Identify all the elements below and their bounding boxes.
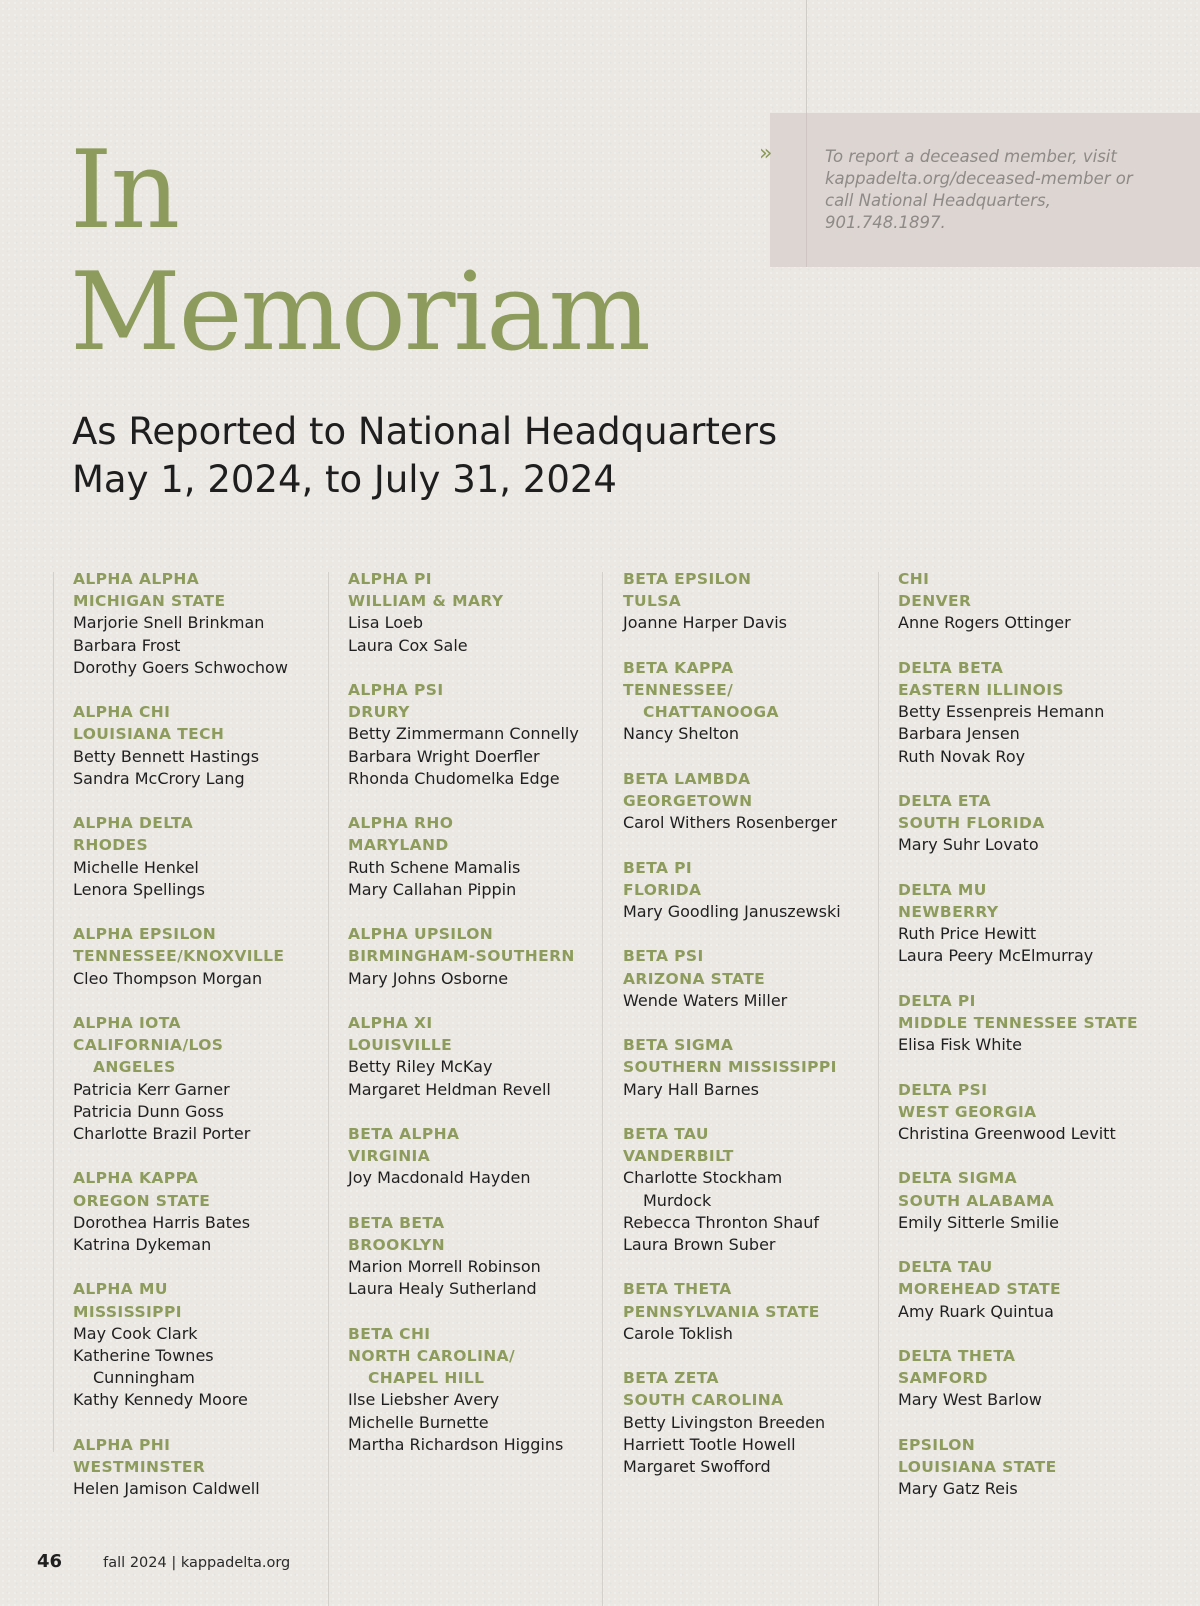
chapter-entry	[623, 657, 873, 746]
chapter-entry	[73, 701, 323, 790]
chapter-name: BETA BETA	[348, 1213, 445, 1232]
chapter-entry	[623, 1278, 873, 1345]
school-name: TULSA	[623, 592, 682, 611]
member-name: Ruth Price Hewitt	[898, 924, 1037, 944]
chapter-entry	[73, 812, 323, 901]
chapter-entry	[898, 1167, 1188, 1234]
column-divider	[53, 572, 54, 1452]
chapter-name: DELTA MU	[898, 880, 987, 899]
member-name: Betty Zimmermann Connelly	[348, 724, 579, 744]
member-name: Emily Sitterle Smilie	[898, 1212, 1060, 1232]
page-title	[70, 130, 649, 374]
member-name: Christina Greenwood Levitt	[898, 1124, 1116, 1143]
chapter-entry	[898, 1079, 1188, 1146]
chapter-name: EPSILON	[898, 1435, 976, 1454]
chapter-name: BETA PSI	[623, 947, 704, 966]
member-name: Lenora Spellings	[73, 879, 205, 899]
school-name: SOUTH FLORIDA	[898, 814, 1045, 833]
chapter-entry	[348, 1323, 598, 1456]
member-name: Betty Essenpreis Hemann	[898, 702, 1105, 722]
subtitle-line-2: May 1, 2024, to July 31, 2024	[72, 458, 617, 501]
school-name: DENVER	[898, 592, 972, 611]
page-number: 46	[37, 1551, 63, 1572]
chapter-name: BETA ZETA	[623, 1369, 719, 1388]
top-divider-line	[806, 0, 807, 120]
member-name: Martha Richardson Higgins	[348, 1434, 564, 1454]
member-name: Mary West Barlow	[898, 1390, 1042, 1410]
school-name: NORTH CAROLINA/	[348, 1347, 516, 1365]
chapter-name: DELTA THETA	[898, 1346, 1016, 1365]
school-name: OREGON STATE	[73, 1191, 211, 1210]
school-name: VIRGINIA	[348, 1147, 431, 1166]
chapter-name: BETA TAU	[623, 1124, 709, 1143]
member-name: Patricia Dunn Goss	[73, 1101, 224, 1121]
chapter-name: ALPHA UPSILON	[348, 925, 494, 944]
chapter-name: ALPHA MU	[73, 1280, 168, 1299]
school-name: GEORGETOWN	[623, 792, 753, 810]
member-name: Marion Morrell Robinson	[348, 1257, 541, 1277]
school-name: TENNESSEE/KNOXVILLE	[73, 947, 285, 966]
chapter-name: ALPHA PHI	[73, 1435, 171, 1454]
member-name: Amy Ruark Quintua	[898, 1301, 1054, 1321]
school-name: VANDERBILT	[623, 1147, 734, 1166]
school-name: DRURY	[348, 703, 410, 722]
member-name: Elisa Fisk White	[898, 1035, 1022, 1055]
memoriam-column-1	[73, 568, 323, 1523]
school-name: CHATTANOOGA	[643, 703, 779, 722]
memoriam-column-2	[348, 568, 598, 1478]
chapter-entry	[623, 1034, 873, 1101]
chapter-name: DELTA SIGMA	[898, 1169, 1018, 1188]
member-name: Betty Bennett Hastings	[73, 746, 260, 766]
chapter-entry	[898, 1434, 1188, 1501]
member-name: Lisa Loeb	[348, 613, 424, 633]
school-name: SOUTH CAROLINA	[623, 1391, 784, 1410]
chapter-entry	[73, 923, 323, 990]
school-name: PENNSYLVANIA STATE	[623, 1302, 820, 1321]
member-name: Dorothy Goers Schwochow	[73, 657, 288, 677]
chapter-name: BETA SIGMA	[623, 1036, 734, 1055]
member-name: Michelle Henkel	[73, 857, 199, 877]
page-subtitle	[72, 408, 777, 504]
chapter-name: ALPHA PI	[348, 570, 432, 588]
memoriam-column-3	[623, 568, 873, 1500]
callout-divider	[806, 113, 807, 267]
school-name: MISSISSIPPI	[73, 1302, 182, 1321]
chapter-name: DELTA PSI	[898, 1080, 988, 1099]
chapter-name: ALPHA ALPHA	[73, 570, 200, 588]
member-name: Mary Hall Barnes	[623, 1079, 759, 1099]
school-name: MICHIGAN STATE	[73, 592, 226, 611]
school-name: FLORIDA	[623, 880, 702, 899]
member-name: Laura Peery McElmurray	[898, 946, 1094, 966]
school-name: BIRMINGHAM-SOUTHERN	[348, 947, 575, 966]
member-name: Barbara Jensen	[898, 724, 1020, 744]
member-name: Patricia Kerr Garner	[73, 1079, 230, 1099]
member-name: Katherine Townes	[73, 1346, 214, 1366]
member-name: Laura Healy Sutherland	[348, 1279, 537, 1299]
chapter-entry	[623, 945, 873, 1012]
chapter-name: ALPHA IOTA	[73, 1014, 181, 1032]
member-name: May Cook Clark	[73, 1323, 198, 1343]
title-line-2: Memoriam	[70, 250, 649, 375]
chapter-name: ALPHA RHO	[348, 814, 454, 833]
chapter-name: ALPHA PSI	[348, 681, 444, 699]
chapter-entry	[348, 679, 598, 790]
subtitle-line-1: As Reported to National Headquarters	[72, 410, 778, 453]
member-name: Katrina Dykeman	[73, 1235, 212, 1255]
member-name: Dorothea Harris Bates	[73, 1212, 251, 1232]
member-name: Harriett Tootle Howell	[623, 1434, 796, 1454]
school-name: SAMFORD	[898, 1369, 988, 1388]
school-name: LOUISIANA TECH	[73, 725, 225, 744]
chapter-entry	[898, 568, 1188, 635]
column-divider	[328, 572, 329, 1606]
member-name: Margaret Heldman Revell	[348, 1079, 551, 1099]
member-name: Helen Jamison Caldwell	[73, 1479, 260, 1499]
member-name: Charlotte Brazil Porter	[73, 1124, 251, 1144]
chapter-name: BETA LAMBDA	[623, 769, 751, 788]
member-name: Mary Gatz Reis	[898, 1479, 1018, 1499]
school-name: MOREHEAD STATE	[898, 1280, 1062, 1299]
school-name: NEWBERRY	[898, 903, 999, 921]
school-name: CHAPEL HILL	[368, 1369, 485, 1388]
member-name: Rebecca Thronton Shauf	[623, 1212, 819, 1232]
school-name: LOUISIANA STATE	[898, 1457, 1057, 1476]
school-name: SOUTHERN MISSISSIPPI	[623, 1058, 837, 1077]
page-footer	[37, 1551, 290, 1572]
member-name: Anne Rogers Ottinger	[898, 613, 1071, 633]
chapter-entry	[623, 568, 873, 635]
member-name: Cunningham	[93, 1368, 195, 1388]
chapter-name: CHI	[898, 570, 930, 588]
member-name: Mary Suhr Lovato	[898, 835, 1039, 855]
chapter-name: ALPHA DELTA	[73, 814, 194, 833]
member-name: Ruth Novak Roy	[898, 746, 1026, 766]
issue-info: fall 2024 | kappadelta.org	[103, 1555, 291, 1571]
member-name: Betty Riley McKay	[348, 1057, 493, 1077]
chapter-entry	[623, 1123, 873, 1256]
report-callout	[759, 113, 1200, 267]
member-name: Carol Withers Rosenberger	[623, 813, 838, 833]
member-name: Michelle Burnette	[348, 1412, 489, 1432]
title-line-1: In	[70, 128, 179, 253]
school-name: WESTMINSTER	[73, 1458, 206, 1477]
member-name: Margaret Swofford	[623, 1457, 771, 1476]
chapter-name: ALPHA CHI	[73, 703, 171, 722]
school-name: WEST GEORGIA	[898, 1102, 1037, 1121]
member-name: Mary Johns Osborne	[348, 968, 509, 988]
school-name: RHODES	[73, 836, 149, 855]
chapter-name: ALPHA EPSILON	[73, 925, 217, 944]
member-name: Kathy Kennedy Moore	[73, 1390, 248, 1410]
chapter-entry	[73, 1434, 323, 1501]
chapter-entry	[898, 990, 1188, 1057]
school-name: MIDDLE TENNESSEE STATE	[898, 1014, 1138, 1032]
school-name: SOUTH ALABAMA	[898, 1191, 1055, 1210]
memoriam-column-4	[898, 568, 1188, 1523]
chapter-name: BETA EPSILON	[623, 570, 752, 588]
column-divider	[602, 572, 603, 1606]
chapter-name: DELTA PI	[898, 991, 976, 1010]
member-name: Mary Goodling Januszewski	[623, 902, 841, 921]
member-name: Ruth Schene Mamalis	[348, 857, 521, 877]
chapter-name: BETA ALPHA	[348, 1125, 460, 1143]
member-name: Joy Macdonald Hayden	[348, 1168, 531, 1188]
school-name: TENNESSEE/	[623, 681, 734, 699]
member-name: Barbara Frost	[73, 635, 181, 655]
chapter-entry	[73, 1278, 323, 1411]
member-name: Nancy Shelton	[623, 724, 740, 744]
member-name: Barbara Wright Doerfler	[348, 746, 540, 766]
school-name: CALIFORNIA/LOS	[73, 1036, 224, 1055]
chapter-entry	[623, 1367, 873, 1478]
chapter-entry	[348, 1012, 598, 1101]
chapter-name: BETA KAPPA	[623, 658, 734, 677]
member-name: Rhonda Chudomelka Edge	[348, 768, 560, 788]
double-chevron-icon: »	[759, 141, 773, 166]
member-name: Cleo Thompson Morgan	[73, 968, 263, 988]
chapter-name: DELTA TAU	[898, 1258, 993, 1277]
member-name: Laura Brown Suber	[623, 1235, 776, 1254]
chapter-name: ALPHA KAPPA	[73, 1169, 199, 1188]
member-name: Joanne Harper Davis	[623, 613, 787, 633]
chapter-name: ALPHA XI	[348, 1014, 433, 1032]
school-name: WILLIAM & MARY	[348, 592, 504, 611]
chapter-entry	[898, 1256, 1188, 1323]
chapter-entry	[623, 857, 873, 924]
member-name: Ilse Liebsher Avery	[348, 1390, 500, 1410]
school-name: EASTERN ILLINOIS	[898, 681, 1064, 699]
member-name: Betty Livingston Breeden	[623, 1412, 826, 1432]
member-name: Charlotte Stockham	[623, 1168, 783, 1188]
chapter-name: BETA THETA	[623, 1280, 732, 1299]
chapter-entry	[73, 568, 323, 679]
member-name: Laura Cox Sale	[348, 635, 468, 655]
chapter-entry	[348, 923, 598, 990]
school-name: ANGELES	[93, 1058, 176, 1077]
chapter-entry	[348, 1212, 598, 1301]
column-divider	[878, 572, 879, 1606]
chapter-entry	[898, 879, 1188, 968]
chapter-entry	[898, 1345, 1188, 1412]
chapter-entry	[73, 1167, 323, 1256]
chapter-name: BETA PI	[623, 858, 693, 877]
callout-text: To report a deceased member, visit kappadelta.org/deceased-member or call National Headquarters, 901.748.1897.	[825, 147, 1133, 232]
member-name: Sandra McCrory Lang	[73, 768, 245, 788]
chapter-name: BETA CHI	[348, 1324, 431, 1343]
chapter-entry	[348, 568, 598, 657]
chapter-name: DELTA BETA	[898, 658, 1004, 677]
member-name: Murdock	[643, 1190, 712, 1210]
school-name: LOUISVILLE	[348, 1036, 453, 1055]
chapter-entry	[898, 790, 1188, 857]
school-name: ARIZONA STATE	[623, 969, 766, 988]
chapter-entry	[73, 1012, 323, 1145]
school-name: BROOKLYN	[348, 1236, 445, 1254]
school-name: MARYLAND	[348, 836, 449, 855]
chapter-name: DELTA ETA	[898, 792, 992, 810]
member-name: Carole Toklish	[623, 1323, 733, 1343]
chapter-entry	[348, 812, 598, 901]
chapter-entry	[898, 657, 1188, 768]
member-name: Wende Waters Miller	[623, 990, 788, 1010]
chapter-entry	[348, 1123, 598, 1190]
member-name: Marjorie Snell Brinkman	[73, 613, 265, 633]
member-name: Mary Callahan Pippin	[348, 879, 517, 899]
chapter-entry	[623, 768, 873, 835]
